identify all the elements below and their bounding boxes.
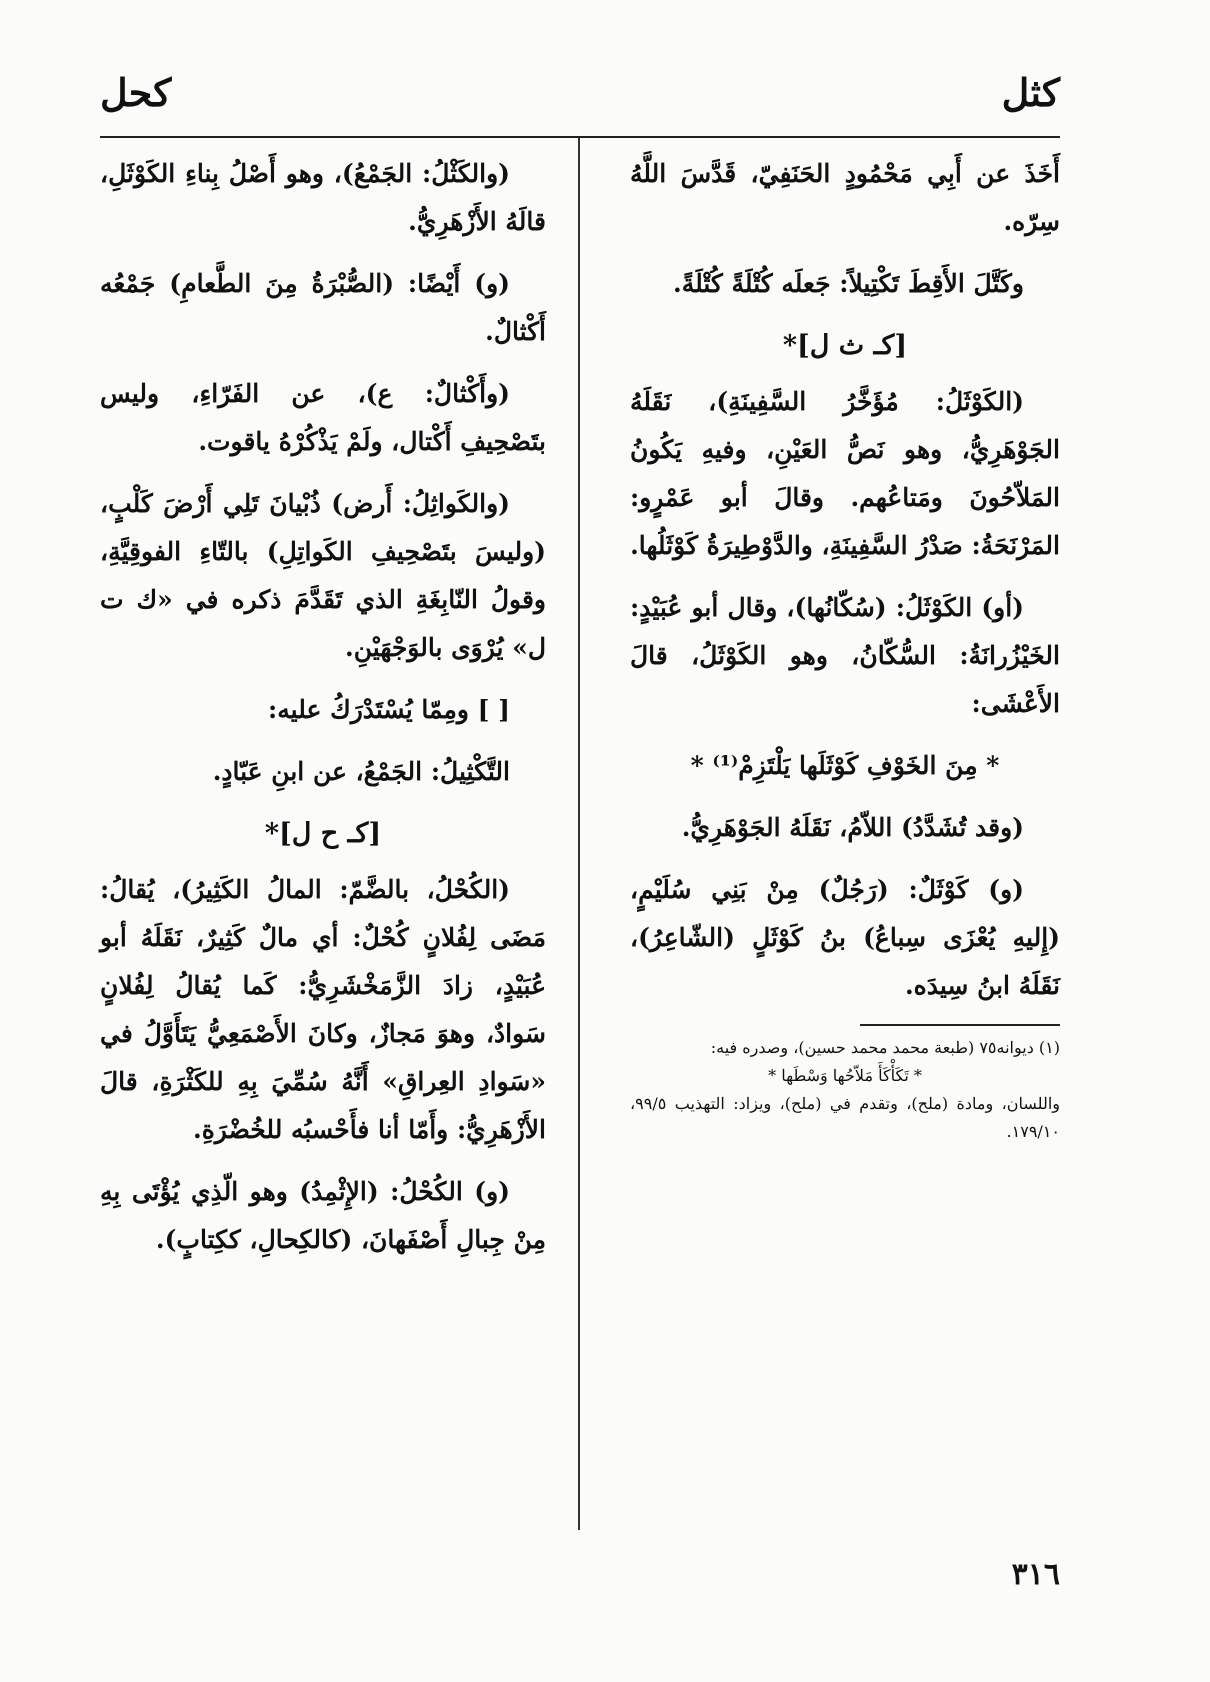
paragraph: (و) الكُحْلُ: (الإِثْمِدُ) وهو الّذِي يُؤْتَى بِهِ مِنْ جِبالِ أَصْفَهانَ، (كالكِحالِ، ككِتابٍ). bbox=[100, 1177, 546, 1254]
footnote-line: (١) ديوانه٧٥ (طبعة محمد محمد حسين)، وصدره فيه: bbox=[710, 1038, 1060, 1057]
paragraph: (الكُحْلُ، بالضَّمّ: المالُ الكَثِيرُ)، يُقالُ: مَضَى لِفُلانٍ كُحْلٌ: أي مالٌ كَثِيرٌ، نَقَلَهُ أبو عُبَيْدٍ، زادَ الزَّمَخْشَرِيُّ: كَما يُقالُ لِفُلانٍ سَوادٌ، وهوَ مَجازٌ، وكانَ الأَصْمَعِيُّ يَتَأَوَّلُ في «سَوادِ العِراقِ» أَنَّهُ سُمِّيَ بِهِ للكَثْرَةِ، قالَ الأَزْهَرِيُّ: وأَمّا أنا فأَحْسبُه للخُضْرَةِ. bbox=[100, 875, 546, 1144]
footnote-rule bbox=[860, 1024, 1060, 1026]
header-word-left: كحل bbox=[100, 70, 172, 115]
paragraph: (والكَواثِلُ: أَرض) ذُبْيانَ تَلِي أَرْضَ كَلْبٍ، (وليسَ بتَصْحِيفِ الكَواتِلِ) بالتّاءِ الفوقِيَّةِ، وقولُ النّابِغَةِ الذي تَقَدَّمَ ذكره في «ك ت ل» يُرْوَى بالوَجْهَيْنِ. bbox=[100, 489, 546, 662]
paragraph: (الكَوْثَلُ: مُؤَخَّرُ السَّفِينَةِ)، نَقَلَهُ الجَوْهَرِيُّ، وهو نَصُّ العَيْنِ، وفيهِ يَكُونُ المَلاّحُونَ ومَتاعُهم. وقالَ أبو عَمْرٍو: المَرْنَحَةُ: صَدْرُ السَّفِينَةِ، والدَّوْطِيرَةُ كَوْثَلُها. bbox=[630, 387, 1060, 560]
paragraph: (و) أَيْضًا: (الصُّبْرَةُ مِنَ الطَّعامِ) جَمْعُه أَكْثالٌ. bbox=[100, 269, 546, 346]
left-column bbox=[100, 150, 546, 1278]
paragraph: (وأَكْثالٌ: ع)، عن الفَرّاءِ، وليس بتَصْحِيفِ أَكْتال، ولَمْ يَذْكُرْهُ ياقوت. bbox=[100, 379, 546, 456]
poetry-verse: * مِنَ الخَوْفِ كَوْثَلَها يَلْتَزِمْ⁽¹⁾ * bbox=[690, 751, 1000, 780]
footnote-verse: * تَكَأْكَأَ مَلاّحُها وَسْطَها * bbox=[768, 1066, 922, 1085]
page-number: ٣١٦ bbox=[1011, 1557, 1060, 1592]
paragraph: (و) كَوْثَلٌ: (رَجُلٌ) مِنْ بَنِي سُلَيْمٍ، (إِليهِ يُعْزَى سِباعُ) بنُ كَوْثَلٍ (الشّاعِرُ)، نَقَلَهُ ابنُ سِيدَه. bbox=[630, 875, 1060, 1000]
paragraph: أَخَذَ عن أَبِي مَحْمُودٍ الحَنَفِيّ، قَدَّسَ اللَّهُ سِرّه. bbox=[630, 159, 1060, 236]
paragraph: (وقد تُشَدَّدُ) اللاّمُ، نَقَلَهُ الجَوْهَرِيُّ. bbox=[681, 813, 1024, 842]
paragraph: التَّكْثِيلُ: الجَمْعُ، عن ابنِ عَبّادٍ. bbox=[212, 757, 510, 786]
footnote bbox=[630, 1034, 1060, 1146]
header-word-right: كثل bbox=[1001, 70, 1060, 115]
paragraph: (أو) الكَوْثَلُ: (سُكّانُها)، وقال أبو عُبَيْدٍ: الخَيْزُرانَةُ: السُّكّانُ، وهو الكَوْثَلُ، قالَ الأَعْشَى: bbox=[630, 593, 1060, 718]
paragraph: وكَتَّلَ الأَقِطَ تَكْتِيلاً: جَعلَه كُتْلَةً كُتْلَةً. bbox=[672, 269, 1024, 298]
paragraph: (والكَثْلُ: الجَمْعُ)، وهو أَصْلُ بِناءِ الكَوْثَلِ، قالَهُ الأَزْهَرِيُّ. bbox=[100, 159, 546, 236]
entry-heading: [كـ ث ل]* bbox=[782, 330, 908, 361]
paragraph: [ ] ومِمّا يُسْتَدْرَكُ عليه: bbox=[268, 695, 510, 724]
entry-heading: [كـ ح ل]* bbox=[264, 818, 382, 849]
right-column bbox=[630, 150, 1060, 1146]
page-header bbox=[100, 70, 1060, 120]
header-rule bbox=[100, 136, 1060, 138]
footnote-line: واللسان، ومادة (ملح)، وتقدم في (ملح)، ويزاد: التهذيب ٩٩/٥، ١٧٩/١٠. bbox=[630, 1094, 1060, 1141]
column-separator bbox=[578, 138, 580, 1530]
